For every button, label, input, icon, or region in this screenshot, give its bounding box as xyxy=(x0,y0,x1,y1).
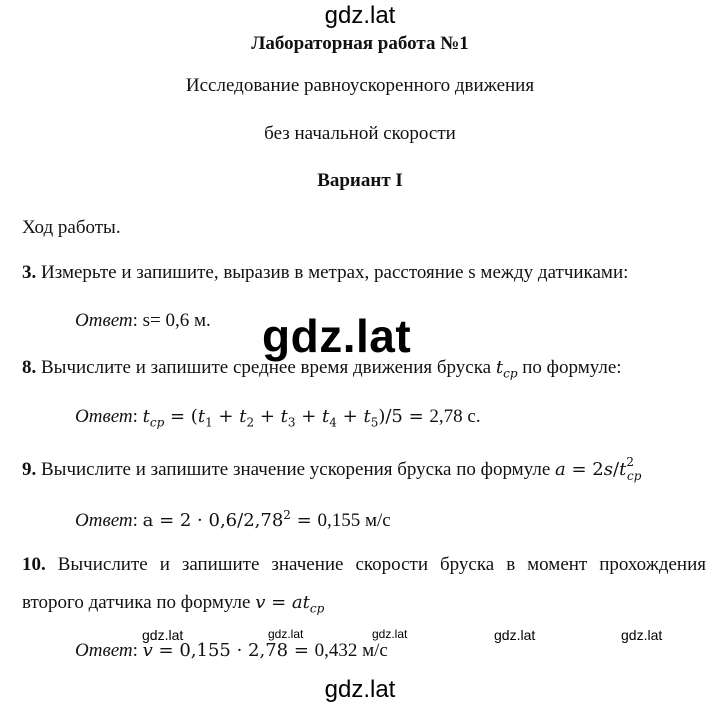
watermark-center: gdz.lat xyxy=(262,310,412,362)
step-number: 8. xyxy=(22,357,37,378)
answer-value: 0,432 м/с xyxy=(314,640,388,661)
step-9-question xyxy=(22,457,641,483)
answer-value: 2,78 с. xyxy=(429,406,481,427)
watermark-small: gdz.lat xyxy=(621,627,663,643)
answer-label: Ответ xyxy=(75,406,133,427)
step-number: 10. xyxy=(22,554,46,575)
step-9-answer: Ответ: $a = 2 \cdot 0,6/2,78^2 = 0,155$ м/с xyxy=(75,508,391,531)
step-8-answer: Ответ: $t_{cp} = (t_1 + t_2 + t_3 + t_4 + t_5)/5 = 2,78$ с. xyxy=(75,406,481,430)
answer-formula: $t_{cp} = (t_1 + t_2 + t_3 + t_4 + t_5)/5$ = xyxy=(142,406,430,430)
step-suffix: по формуле: xyxy=(522,357,622,378)
watermark-bottom: gdz.lat xyxy=(324,676,396,703)
watermark-top: gdz.lat xyxy=(324,2,396,29)
answer-value: 0,155 м/с xyxy=(317,510,391,531)
answer-label: Ответ xyxy=(75,640,133,661)
step-text: Вычислите и запишите значение ускорения бруска по формуле xyxy=(41,459,551,480)
step-number: 9. xyxy=(22,459,37,480)
answer-label: Ответ xyxy=(75,310,133,331)
step-3-answer: Ответ: s= 0,6 м. xyxy=(75,310,211,331)
answer-formula: $a = 2 \cdot 0,6/2,78^2$ = xyxy=(142,508,318,531)
step-10-question-line-2 xyxy=(22,592,324,616)
watermark-small: gdz.lat xyxy=(494,627,536,643)
formula-acceleration: $a = 2s/t^2_{cp}$ xyxy=(555,455,642,483)
step-10-answer: Ответ: v = 0,155 · 2,78 = 0,432 м/с xyxy=(75,640,388,661)
step-3-question xyxy=(22,262,628,284)
step-10-question-line-1 xyxy=(22,554,706,576)
formula-tcp: $t_{cp}$ xyxy=(495,357,518,381)
step-text: второго датчика по формуле xyxy=(22,592,251,613)
answer-label: Ответ xyxy=(75,510,133,531)
answer-value: s= 0,6 м. xyxy=(142,310,211,331)
subtitle-line-2: без начальной скорости xyxy=(264,123,456,144)
watermark-small: gdz.lat xyxy=(372,627,408,641)
progress-heading: Ход работы. xyxy=(22,217,121,238)
step-8-question xyxy=(22,357,622,381)
subtitle-line-1: Исследование равноускоренного движения xyxy=(185,75,535,96)
variant-heading: Вариант I xyxy=(317,170,403,191)
step-text: Измерьте и запишите, выразив в метрах, расстояние s между датчиками: xyxy=(41,262,629,283)
page-title: Лабораторная работа №1 xyxy=(251,33,469,54)
step-text: Вычислите и запишите значение скорости бруска в момент прохождения xyxy=(57,554,707,575)
answer-formula: v = 0,155 · 2,78 = xyxy=(142,640,315,661)
watermark-small: gdz.lat xyxy=(268,627,304,641)
formula-velocity: $v = at_{cp}$ xyxy=(255,592,325,616)
step-text: Вычислите и запишите среднее время движения бруска xyxy=(41,357,492,378)
step-number: 3. xyxy=(22,262,37,283)
watermark-small: gdz.lat xyxy=(142,627,184,643)
